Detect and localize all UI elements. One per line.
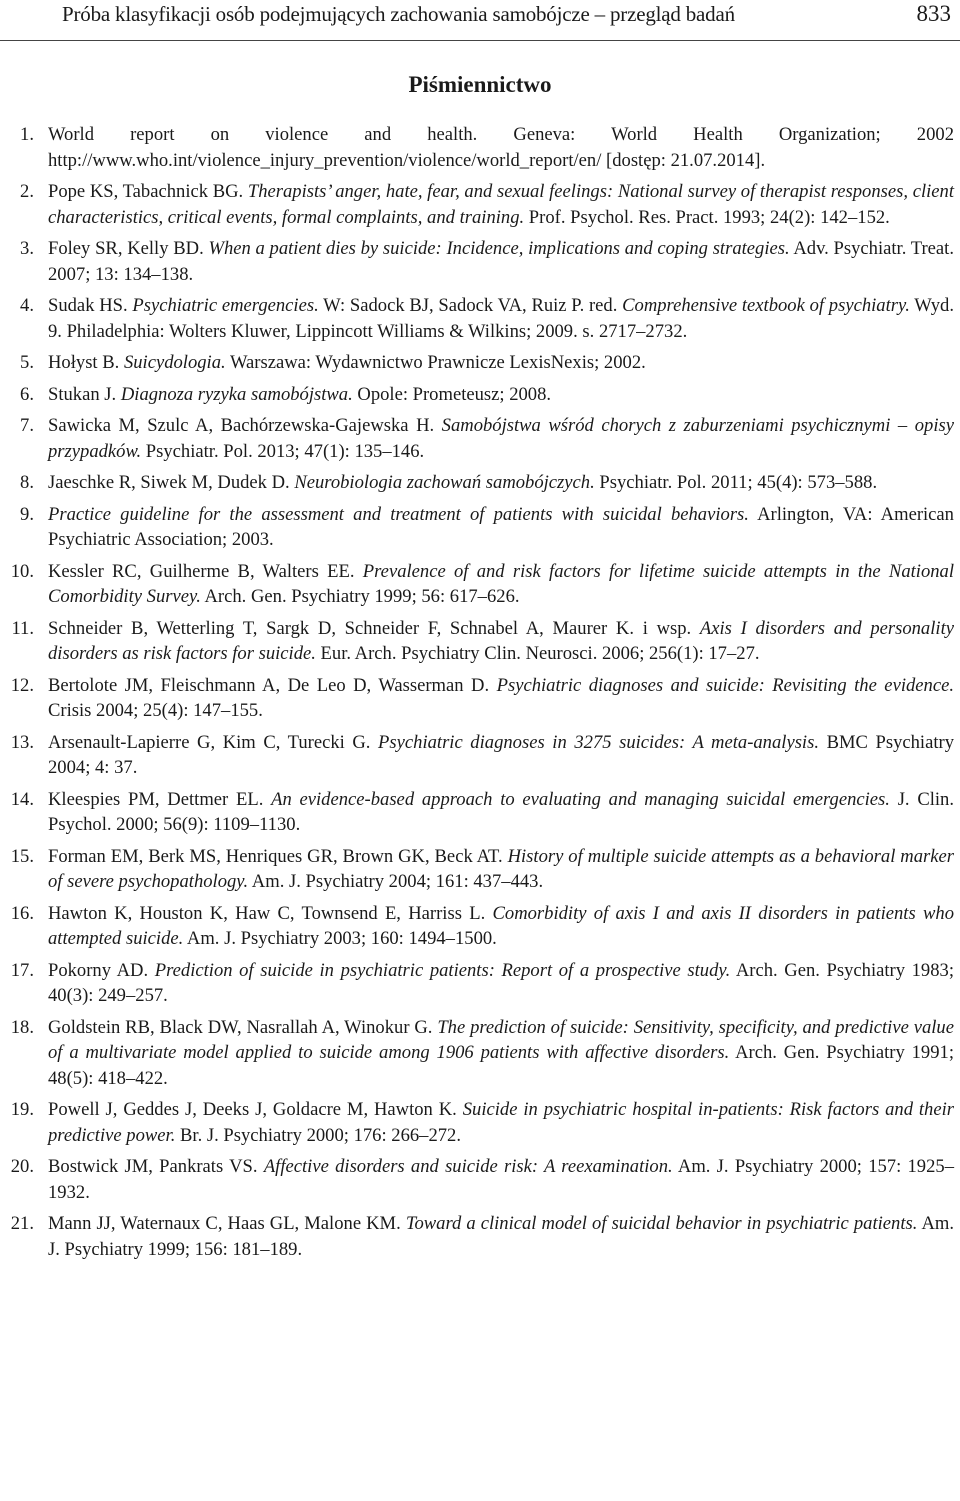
reference-item (0, 470, 960, 496)
reference-source: Am. J. Psychiatry 2003; 160: 1494–1500. (183, 928, 497, 949)
reference-source: Opole: Prometeusz; 2008. (352, 383, 552, 405)
reference-source: W: Sadock BJ, Sadock VA, Ruiz P. red. (318, 295, 623, 316)
reference-number: 5. (20, 352, 34, 373)
reference-item (0, 1097, 960, 1148)
reference-source: Am. J. Psychiatry 1999; 156: 181–189. (48, 1213, 954, 1260)
reference-title: The prediction of suicide: Sensitivity, specificity, and predictive value of a multivariate model applied to suicide among 1906 patients with affective disorders. (48, 1016, 954, 1063)
reference-title: Psychiatric diagnoses and suicide: Revisiting the evidence. (496, 674, 954, 696)
section-title: Piśmiennictwo (408, 72, 552, 97)
reference-authors: Arsenault-Lapierre G, Kim C, Turecki G. (48, 731, 379, 753)
running-header (0, 0, 960, 41)
reference-title: Prediction of suicide in psychiatric patients: Report of a prospective study. (154, 959, 731, 981)
reference-number: 17. (10, 959, 34, 981)
reference-item (0, 293, 960, 344)
reference-source: Arch. Gen. Psychiatry 1999; 56: 617–626. (200, 586, 520, 607)
reference-title: Practice guideline for the assessment and treatment of patients with suicidal behaviors. (48, 503, 749, 525)
reference-number: 6. (20, 383, 34, 405)
reference-source: Psychiatr. Pol. 2011; 45(4): 573–588. (594, 472, 878, 493)
reference-item (0, 502, 960, 553)
reference-title: Prevalence of and risk factors for lifetime suicide attempts in the National Comorbidity Survey. (48, 560, 955, 607)
reference-title: When a patient dies by suicide: Incidence, implications and coping strategies. (208, 238, 790, 259)
reference-number: 14. (10, 788, 34, 810)
reference-authors: Pope KS, Tabachnick BG. (48, 181, 248, 202)
reference-book-source: Wyd. 9. Philadelphia: Wolters Kluwer, Lippincott Williams & Wilkins; 2009. s. 2717–2732. (48, 295, 954, 342)
reference-number: 11. (11, 617, 34, 639)
reference-item (0, 958, 960, 1009)
reference-source: World report on violence and health. Geneva: World Health Organization; 2002 http://www.who.int/violence_injury_prevention/violence/world_report/en/ [dostęp: 21.07.2014]. (48, 124, 954, 171)
reference-source: Warszawa: Wydawnictwo Prawnicze LexisNexis; 2002. (225, 352, 646, 373)
reference-authors: Sudak HS. (48, 295, 133, 316)
reference-title: Psychiatric diagnoses in 3275 suicides: A meta-analysis. (378, 731, 819, 753)
reference-source: Adv. Psychiatr. Treat. 2007; 13: 134–138. (48, 238, 954, 285)
reference-number: 10. (10, 560, 34, 582)
reference-authors: Kessler RC, Guilherme B, Walters EE. (48, 560, 363, 582)
reference-source: Eur. Arch. Psychiatry Clin. Neurosci. 2006; 256(1): 17–27. (315, 643, 760, 664)
reference-authors: Hawton K, Houston K, Haw C, Townsend E, Harriss L. (48, 902, 493, 924)
reference-number: 4. (20, 295, 34, 316)
reference-source: Arch. Gen. Psychiatry 1983; 40(3): 249–257. (48, 959, 954, 1006)
reference-number: 20. (10, 1156, 34, 1177)
reference-authors: Hołyst B. (48, 352, 124, 373)
reference-authors: Stukan J. (48, 383, 121, 405)
reference-item (0, 1211, 960, 1262)
reference-title: Therapists’ anger, hate, fear, and sexual feelings: National survey of therapist responses, client characteristics, critical events, formal complaints, and training. (48, 181, 954, 228)
reference-source: Am. J. Psychiatry 2000; 157: 1925–1932. (48, 1156, 954, 1203)
reference-title: Neurobiologia zachowań samobójczych. (294, 472, 595, 493)
reference-authors: Pokorny AD. (48, 959, 155, 981)
reference-title: Comorbidity of axis I and axis II disorders in patients who attempted suicide. (48, 902, 954, 949)
reference-number: 16. (10, 902, 34, 924)
reference-number: 1. (20, 124, 34, 145)
reference-authors: Powell J, Geddes J, Deeks J, Goldacre M, Hawton K. (48, 1099, 463, 1120)
reference-authors: Bostwick JM, Pankrats VS. (48, 1156, 264, 1177)
reference-item (0, 844, 960, 895)
reference-authors: Goldstein RB, Black DW, Nasrallah A, Winokur G. (48, 1016, 438, 1038)
reference-number: 12. (10, 674, 34, 696)
reference-title: Axis I disorders and personality disorders as risk factors for suicide. (48, 617, 954, 664)
reference-item (0, 122, 960, 173)
reference-source: BMC Psychiatry 2004; 4: 37. (48, 731, 954, 778)
reference-title: Diagnoza ryzyka samobójstwa. (120, 383, 353, 405)
reference-source: Br. J. Psychiatry 2000; 176: 266–272. (175, 1124, 461, 1146)
reference-number: 9. (20, 503, 34, 525)
reference-number: 21. (10, 1213, 34, 1234)
reference-item (0, 1015, 960, 1092)
reference-source: Crisis 2004; 25(4): 147–155. (48, 700, 263, 721)
reference-title: Samobójstwa wśród chorych z zaburzeniami psychicznymi – opisy przypadków. (48, 415, 954, 462)
reference-item (0, 787, 960, 838)
reference-number: 18. (10, 1016, 34, 1038)
reference-item (0, 413, 960, 464)
reference-item (0, 236, 960, 287)
reference-source: Am. J. Psychiatry 2004; 161: 437–443. (248, 871, 544, 892)
reference-authors: Kleespies PM, Dettmer EL. (48, 788, 272, 810)
reference-source: Psychiatr. Pol. 2013; 47(1): 135–146. (141, 440, 425, 462)
reference-list (0, 122, 960, 1268)
reference-source: Prof. Psychol. Res. Pract. 1993; 24(2): 142–152. (524, 206, 890, 228)
reference-number: 7. (20, 415, 34, 436)
reference-title: Psychiatric emergencies. (132, 295, 319, 316)
page-number: 833 (916, 1, 951, 26)
running-title: Próba klasyfikacji osób podejmujących zachowania samobójcze – przegląd badań (62, 2, 735, 26)
reference-item (0, 382, 960, 408)
reference-item (0, 673, 960, 724)
reference-item (0, 179, 960, 230)
reference-authors: Sawicka M, Szulc A, Bachórzewska-Gajewska H. (48, 415, 442, 436)
reference-number: 13. (10, 731, 34, 753)
reference-item (0, 350, 960, 376)
reference-item (0, 1154, 960, 1205)
reference-source: J. Clin. Psychol. 2000; 56(9): 1109–1130. (48, 788, 955, 835)
reference-title: Suicydologia. (123, 352, 226, 373)
reference-authors: Forman EM, Berk MS, Henriques GR, Brown GK, Beck AT. (48, 845, 508, 867)
reference-number: 8. (20, 472, 34, 493)
reference-title: Affective disorders and suicide risk: A reexamination. (263, 1156, 673, 1177)
reference-number: 2. (20, 181, 34, 202)
reference-title: An evidence-based approach to evaluating and managing suicidal emergencies. (271, 788, 890, 810)
reference-title: Toward a clinical model of suicidal behavior in psychiatric patients. (405, 1213, 918, 1234)
reference-authors: Bertolote JM, Fleischmann A, De Leo D, Wasserman D. (48, 674, 497, 696)
reference-number: 3. (20, 238, 34, 259)
reference-source: Arlington, VA: American Psychiatric Association; 2003. (48, 503, 954, 550)
reference-authors: Foley SR, Kelly BD. (48, 238, 209, 259)
reference-authors: Mann JJ, Waternaux C, Haas GL, Malone KM. (48, 1213, 406, 1234)
reference-book-title: Comprehensive textbook of psychiatry. (622, 295, 910, 316)
reference-number: 15. (10, 845, 34, 867)
reference-item (0, 616, 960, 667)
reference-item (0, 730, 960, 781)
reference-item (0, 901, 960, 952)
reference-authors: Schneider B, Wetterling T, Sargk D, Schneider F, Schnabel A, Maurer K. i wsp. (48, 617, 700, 639)
reference-title: Suicide in psychiatric hospital in-patients: Risk factors and their predictive power. (48, 1099, 954, 1146)
reference-source: Arch. Gen. Psychiatry 1991; 48(5): 418–422. (48, 1042, 954, 1089)
reference-title: History of multiple suicide attempts as a behavioral marker of severe psychopathology. (48, 845, 954, 892)
reference-item (0, 559, 960, 610)
reference-authors: Jaeschke R, Siwek M, Dudek D. (48, 472, 295, 493)
reference-number: 19. (10, 1099, 34, 1120)
